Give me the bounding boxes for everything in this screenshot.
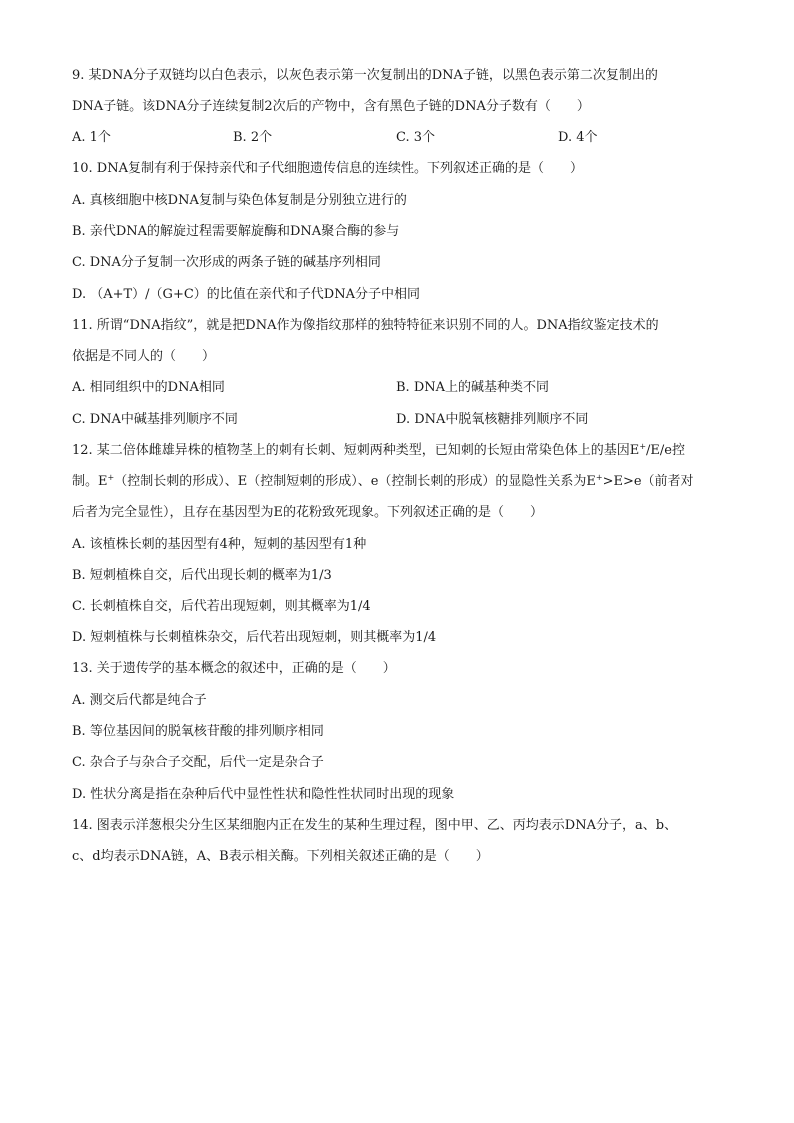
- q12-line1-superscript: +: [639, 442, 647, 451]
- q11-stem-line-1: 11. 所谓“DNA指纹”，就是把DNA作为像指纹那样的独特特征来识别不同的人。DNA指纹鉴定技术的: [72, 318, 659, 333]
- q10-option-c: C. DNA分子复制一次形成的两条子链的碱基序列相同: [72, 255, 381, 270]
- q13-option-a: A. 测交后代都是纯合子: [72, 693, 207, 708]
- q12-option-b: B. 短刺植株自交，后代出现长刺的概率为1/3: [72, 568, 332, 583]
- q12-option-a: A. 该植株长刺的基因型有4种，短刺的基因型有1种: [72, 537, 367, 552]
- q14-stem-line-2: c、d均表示DNA链，A、B表示相关酶。下列相关叙述正确的是（ ）: [72, 849, 489, 864]
- q11-option-d: D. DNA中脱氧核糖排列顺序不同: [396, 412, 589, 427]
- q11-stem-line-2: 依据是不同人的（ ）: [72, 349, 216, 364]
- q10-stem: 10. DNA复制有利于保持亲代和子代细胞遗传信息的连续性。下列叙述正确的是（ ）: [72, 161, 583, 176]
- q11-option-b: B. DNA上的碱基种类不同: [396, 380, 550, 395]
- q11-option-c: C. DNA中碱基排列顺序不同: [72, 412, 238, 427]
- q12-line1-text-b: /E/e控: [646, 443, 685, 458]
- q14-stem-line-1: 14. 图表示洋葱根尖分生区某细胞内正在发生的某种生理过程，图中甲、乙、丙均表示DNA分子，a、b、: [72, 818, 678, 833]
- q12-line2-text-a: 制。E: [72, 474, 108, 489]
- q12-line1-text-a: 12. 某二倍体雌雄异株的植物茎上的刺有长刺、短刺两种类型，已知刺的长短由常染色体上的基因E: [72, 443, 640, 458]
- q13-option-b: B. 等位基因间的脱氧核苷酸的排列顺序相同: [72, 724, 324, 739]
- q9-option-a: A. 1个: [72, 130, 111, 145]
- q13-option-d: D. 性状分离是指在杂种后代中显性性状和隐性性状同时出现的现象: [72, 787, 455, 802]
- q9-option-d: D. 4个: [558, 130, 598, 145]
- q9-stem-line-1: 9. 某DNA分子双链均以白色表示，以灰色表示第一次复制出的DNA子链，以黑色表示第二次复制出的: [72, 68, 658, 83]
- q9-option-b: B. 2个: [233, 130, 273, 145]
- q9-stem-line-2: DNA子链。该DNA分子连续复制2次后的产物中，含有黑色子链的DNA分子数有（ ）: [72, 99, 590, 114]
- q10-option-a: A. 真核细胞中核DNA复制与染色体复制是分别独立进行的: [72, 193, 407, 208]
- q12-stem-line-2: [72, 473, 732, 491]
- q12-stem-line-3: 后者为完全显性），且存在基因型为E的花粉致死现象。下列叙述正确的是（ ）: [72, 505, 543, 520]
- q12-stem-line-1: [72, 442, 732, 460]
- q13-stem: 13. 关于遗传学的基本概念的叙述中，正确的是（ ）: [72, 661, 396, 676]
- q12-option-c: C. 长刺植株自交，后代若出现短刺，则其概率为1/4: [72, 599, 371, 614]
- q10-option-b: B. 亲代DNA的解旋过程需要解旋酶和DNA聚合酶的参与: [72, 224, 400, 239]
- q9-option-c: C. 3个: [396, 130, 436, 145]
- q11-option-a: A. 相同组织中的DNA相同: [72, 380, 225, 395]
- q12-line2-text-c: >E>e（前者对: [602, 474, 694, 489]
- q12-line2-superscript-1: +: [107, 473, 115, 482]
- q12-line2-text-b: （控制长刺的形成）、E（控制短刺的形成）、e（控制长刺的形成）的显隐性关系为E: [114, 474, 596, 489]
- q13-option-c: C. 杂合子与杂合子交配，后代一定是杂合子: [72, 755, 324, 770]
- q12-line2-superscript-2: +: [595, 473, 603, 482]
- q10-option-d: D. （A+T）/（G+C）的比值在亲代和子代DNA分子中相同: [72, 287, 420, 302]
- q12-option-d: D. 短刺植株与长刺植株杂交，后代若出现短刺，则其概率为1/4: [72, 630, 437, 645]
